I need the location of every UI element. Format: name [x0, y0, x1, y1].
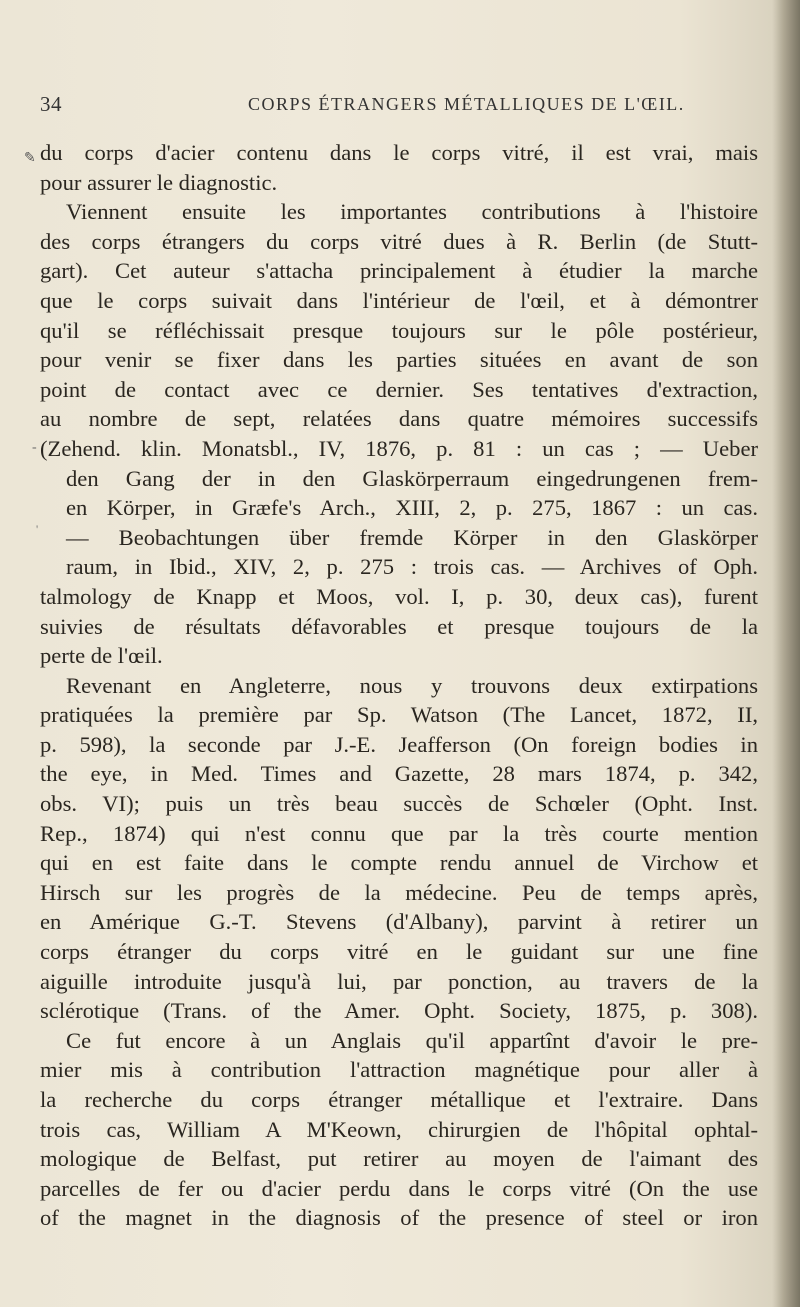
text-line: point de contact avec ce dernier. Ses tentatives d'extraction,	[40, 376, 758, 402]
text-line: qui en est faite dans le compte rendu annuel de Virchow et	[40, 850, 758, 876]
text-line: trois cas, William A M'Keown, chirurgien de l'hôpital ophtal-	[40, 1116, 758, 1142]
page-number: 34	[40, 92, 62, 116]
text-line: mologique de Belfast, put retirer au moyen de l'aimant des	[40, 1146, 758, 1172]
text-line: talmology de Knapp et Moos, vol. I, p. 30, deux cas), furent	[40, 583, 758, 609]
margin-tick: '	[36, 522, 39, 536]
text-line: p. 598), la seconde par J.-E. Jeafferson (On foreign bodies in	[40, 731, 758, 757]
margin-mark: ✎	[24, 151, 36, 166]
text-line: (Zehend. klin. Monatsbl., IV, 1876, p. 81 : un cas ; — Ueber	[40, 435, 758, 461]
text-line: sclérotique (Trans. of the Amer. Opht. Society, 1875, p. 308).	[40, 998, 758, 1024]
text-line: the eye, in Med. Times and Gazette, 28 mars 1874, p. 342,	[40, 761, 758, 787]
text-line: suivies de résultats défavorables et presque toujours de la	[40, 613, 758, 639]
text-line: du corps d'acier contenu dans le corps vitré, il est vrai, mais	[40, 140, 758, 165]
text-line: des corps étrangers du corps vitré dues à R. Berlin (de Stutt-	[40, 228, 758, 254]
body-text	[40, 138, 758, 1233]
text-line: gart). Cet auteur s'attacha principalement à étudier la marche	[40, 258, 758, 284]
text-line: Ce fut encore à un Anglais qu'il appartînt d'avoir le pre-	[66, 1027, 758, 1053]
text-line: Viennent ensuite les importantes contributions à l'histoire	[66, 199, 758, 225]
text-line: en Körper, in Græfe's Arch., XIII, 2, p. 275, 1867 : un cas.	[66, 495, 758, 521]
text-line: — Beobachtungen über fremde Körper in den Glaskörper	[66, 524, 758, 550]
text-line: pour assurer le diagnostic.	[40, 169, 278, 195]
page-edge-shadow	[772, 0, 800, 1307]
text-line: la recherche du corps étranger métallique et l'extraire. Dans	[40, 1087, 758, 1112]
text-line: Rep., 1874) qui n'est connu que par la très courte mention	[40, 820, 758, 846]
margin-dash: -	[32, 440, 37, 455]
text-line: que le corps suivait dans l'intérieur de l'œil, et à démontrer	[40, 287, 758, 313]
running-title: CORPS ÉTRANGERS MÉTALLIQUES DE L'ŒIL.	[248, 94, 685, 114]
text-line: corps étranger du corps vitré en le guidant sur une fine	[40, 939, 758, 965]
text-line: Hirsch sur les progrès de la médecine. Peu de temps après,	[40, 879, 758, 905]
text-line: qu'il se réfléchissait presque toujours sur le pôle postérieur,	[40, 317, 758, 343]
text-line: raum, in Ibid., XIV, 2, p. 275 : trois cas. — Archives of Oph.	[66, 554, 758, 580]
text-line: den Gang der in den Glaskörperraum eingedrungenen frem-	[66, 465, 758, 491]
text-line: obs. VI); puis un très beau succès de Schœler (Opht. Inst.	[40, 791, 758, 817]
text-line: pratiquées la première par Sp. Watson (The Lancet, 1872, II,	[40, 702, 758, 728]
text-line: en Amérique G.-T. Stevens (d'Albany), parvint à retirer un	[40, 909, 758, 935]
text-line: aiguille introduite jusqu'à lui, par ponction, au travers de la	[40, 968, 758, 994]
text-line: pour venir se fixer dans les parties situées en avant de son	[40, 347, 758, 373]
text-line: of the magnet in the diagnosis of the presence of steel or iron	[40, 1205, 758, 1231]
text-line: mier mis à contribution l'attraction magnétique pour aller à	[40, 1057, 758, 1083]
text-line: parcelles de fer ou d'acier perdu dans le corps vitré (On the use	[40, 1175, 758, 1201]
text-line: perte de l'œil.	[40, 643, 163, 669]
text-line: au nombre de sept, relatées dans quatre mémoires successifs	[40, 406, 758, 432]
text-line: Revenant en Angleterre, nous y trouvons deux extirpations	[66, 672, 758, 698]
